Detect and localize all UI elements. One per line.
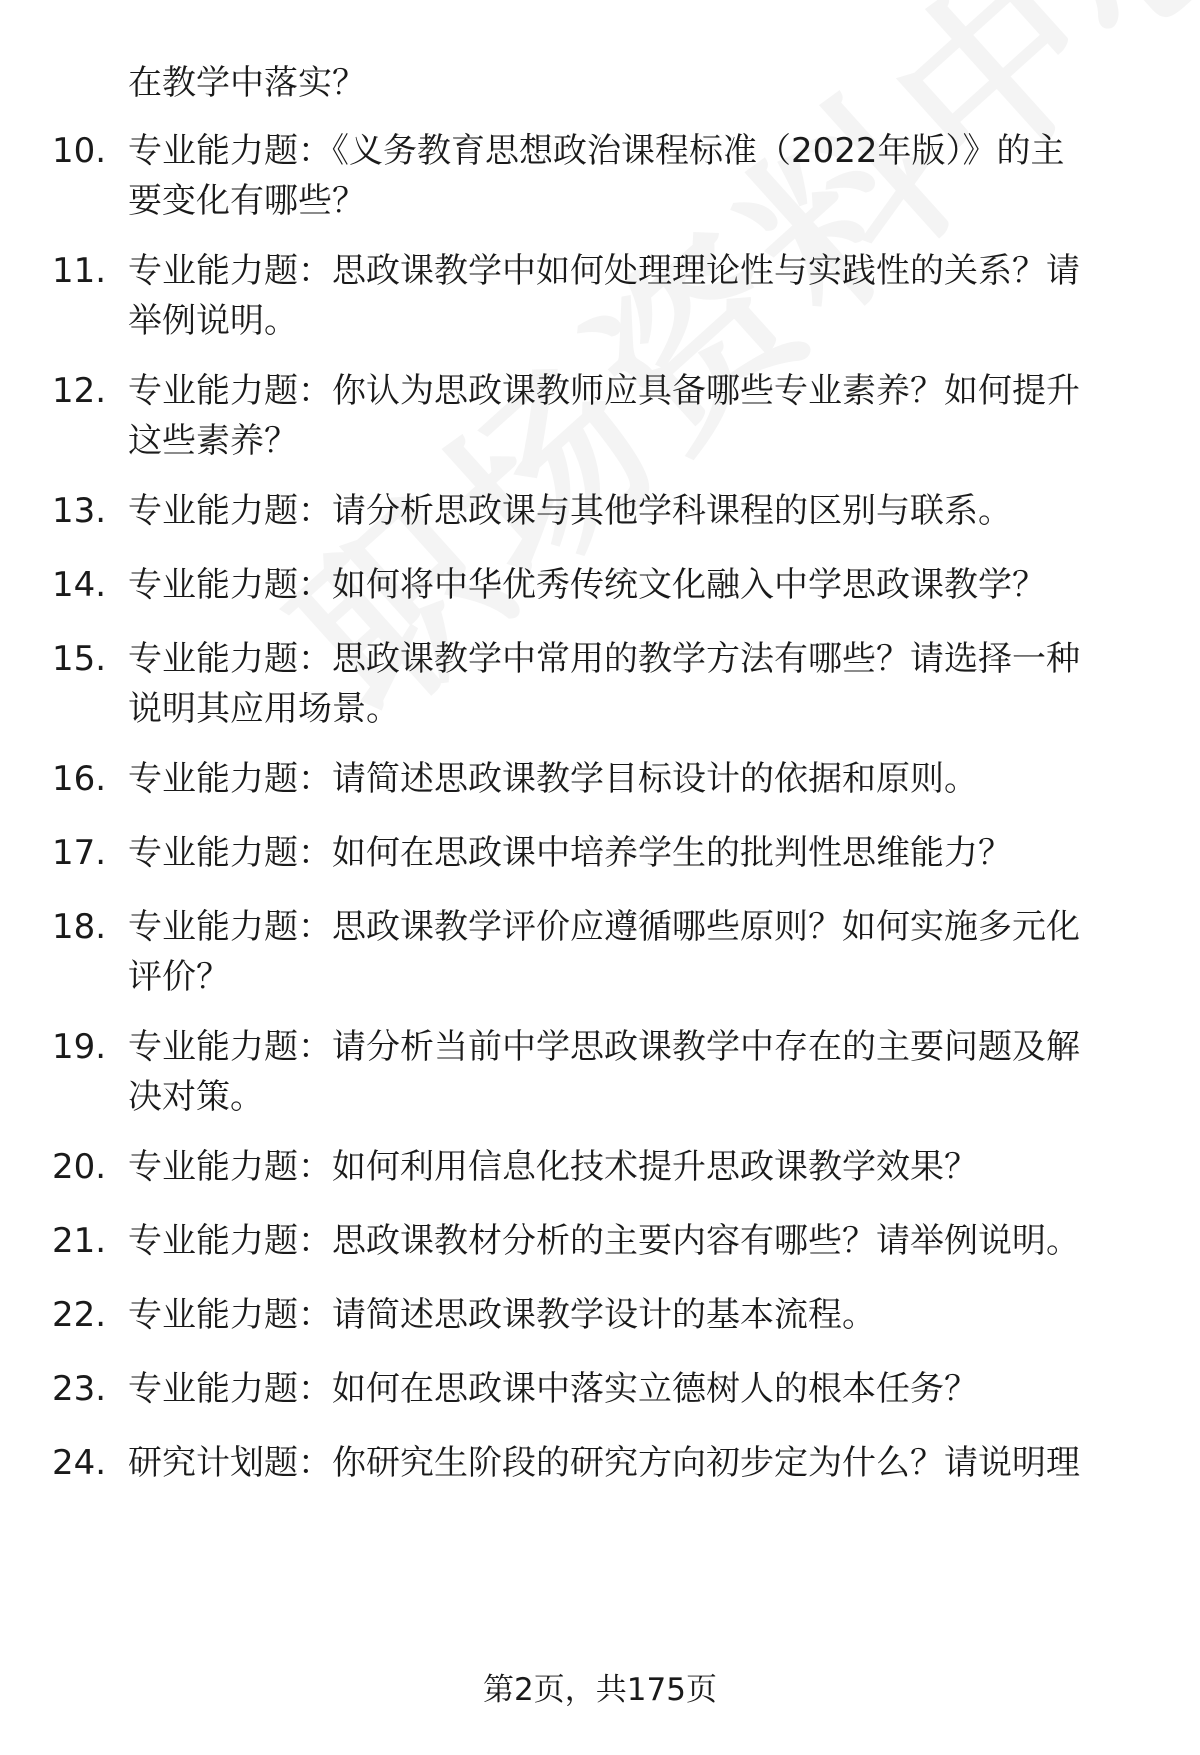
question-text-line: 要变化有哪些？ xyxy=(128,181,366,221)
question-number: 15. xyxy=(52,639,107,679)
question-number: 21. xyxy=(52,1221,107,1261)
question-text-line: 专业能力题：你认为思政课教师应具备哪些专业素养？如何提升 xyxy=(128,371,1080,411)
question-text xyxy=(128,560,1158,610)
question-text xyxy=(128,754,1158,804)
continued-question-text: 在教学中落实？ xyxy=(128,63,366,103)
question-text-line: 决对策。 xyxy=(128,1077,264,1117)
question-number: 12. xyxy=(52,371,107,411)
question-text-line: 专业能力题：思政课教学中常用的教学方法有哪些？请选择一种 xyxy=(128,639,1080,679)
page-footer: 第2页，共175页 xyxy=(483,1672,717,1708)
question-text-line: 说明其应用场景。 xyxy=(128,689,400,729)
question-text xyxy=(128,486,1158,536)
question-text-line: 专业能力题：《义务教育思想政治课程标准（2022年版）》的主 xyxy=(128,131,1065,171)
question-text-line: 专业能力题：请简述思政课教学目标设计的依据和原则。 xyxy=(128,759,978,799)
question-text xyxy=(128,828,1158,878)
question-number: 20. xyxy=(52,1147,107,1187)
question-text xyxy=(128,902,1158,1002)
question-text-line: 专业能力题：请简述思政课教学设计的基本流程。 xyxy=(128,1295,876,1335)
question-number: 24. xyxy=(52,1443,107,1483)
question-text-line: 研究计划题：你研究生阶段的研究方向初步定为什么？请说明理 xyxy=(128,1443,1080,1483)
question-text-line: 专业能力题：请分析思政课与其他学科课程的区别与联系。 xyxy=(128,491,1012,531)
question-text-line: 专业能力题：如何在思政课中培养学生的批判性思维能力？ xyxy=(128,833,1012,873)
question-text-line: 举例说明。 xyxy=(128,301,298,341)
question-text-line: 专业能力题：如何在思政课中落实立德树人的根本任务？ xyxy=(128,1369,978,1409)
question-text-line: 专业能力题：思政课教材分析的主要内容有哪些？请举例说明。 xyxy=(128,1221,1080,1261)
question-number: 14. xyxy=(52,565,107,605)
question-text-line: 这些素养？ xyxy=(128,421,298,461)
question-text xyxy=(128,1216,1158,1266)
question-text-line: 专业能力题：请分析当前中学思政课教学中存在的主要问题及解 xyxy=(128,1027,1080,1067)
question-number: 18. xyxy=(52,907,107,947)
question-number: 17. xyxy=(52,833,107,873)
question-text xyxy=(128,1290,1158,1340)
question-text xyxy=(128,634,1158,734)
question-number: 16. xyxy=(52,759,107,799)
question-text-line: 专业能力题：如何利用信息化技术提升思政课教学效果？ xyxy=(128,1147,978,1187)
question-text xyxy=(128,1364,1158,1414)
question-text xyxy=(128,126,1158,226)
question-number: 10. xyxy=(52,131,107,171)
question-number: 23. xyxy=(52,1369,107,1409)
question-number: 11. xyxy=(52,251,107,291)
question-text xyxy=(128,1022,1158,1122)
question-text xyxy=(128,1142,1158,1192)
question-text xyxy=(128,1438,1158,1488)
question-text xyxy=(128,366,1158,466)
question-number: 22. xyxy=(52,1295,107,1335)
question-text xyxy=(128,246,1158,346)
question-text-line: 专业能力题：如何将中华优秀传统文化融入中学思政课教学？ xyxy=(128,565,1046,605)
question-number: 19. xyxy=(52,1027,107,1067)
question-number: 13. xyxy=(52,491,107,531)
question-text-line: 专业能力题：思政课教学评价应遵循哪些原则？如何实施多元化 xyxy=(128,907,1080,947)
question-text-line: 评价？ xyxy=(128,957,230,997)
question-text-line: 专业能力题：思政课教学中如何处理理论性与实践性的关系？请 xyxy=(128,251,1080,291)
